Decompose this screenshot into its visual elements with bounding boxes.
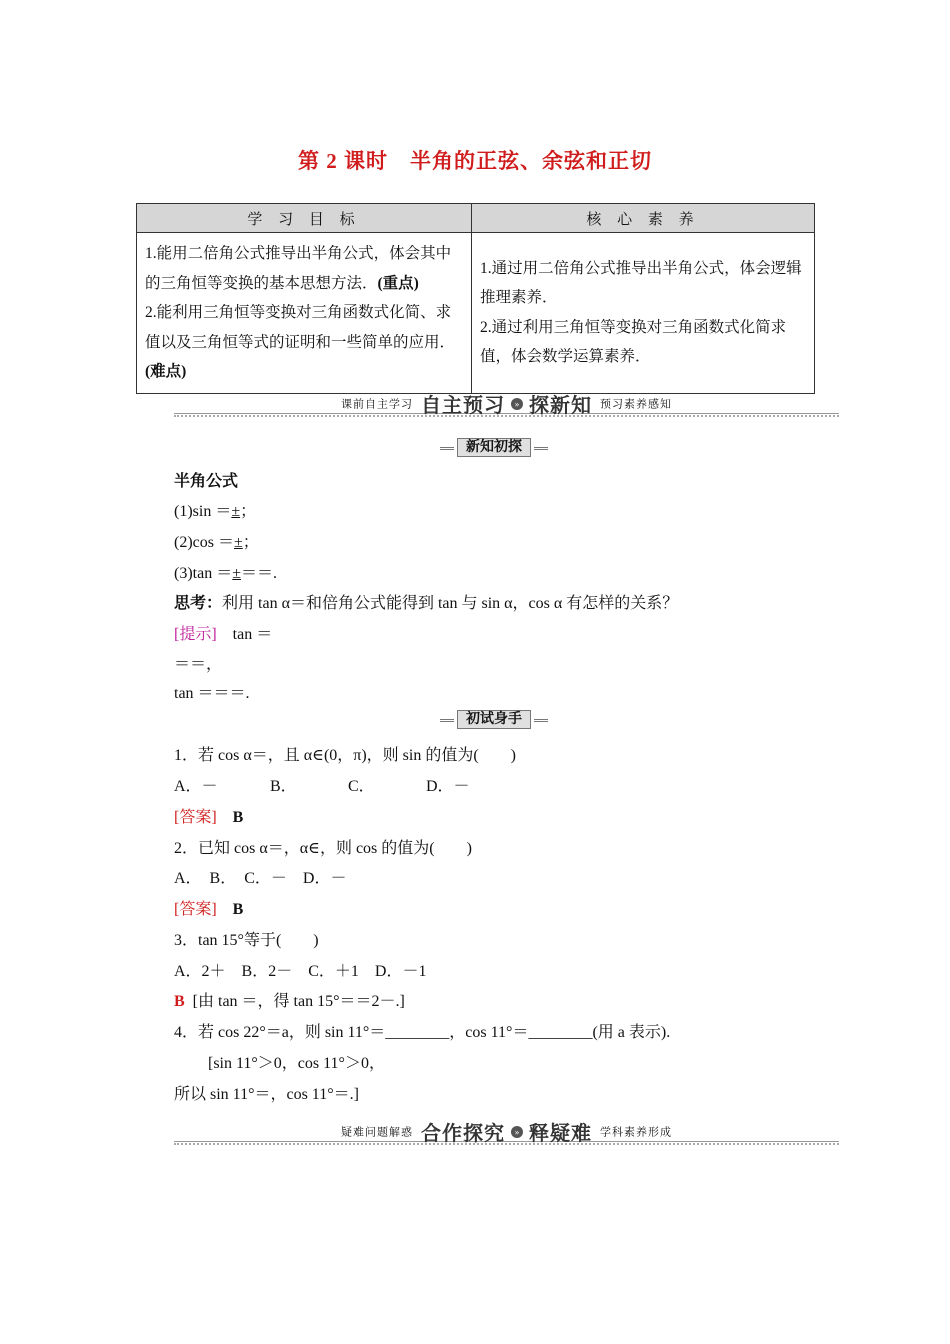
- section-first-try-label: 初试身手: [457, 710, 531, 729]
- banner-preview-right: 预习素养感知: [600, 397, 672, 411]
- goals-left-cell: [137, 233, 472, 394]
- page-title: 第 2 课时 半角的正弦、余弦和正切: [298, 149, 652, 173]
- question-1: 1．若 cos α＝，且 α∈(0，π)，则 sin 的值为( ): [174, 747, 517, 764]
- question-3-solution: B [由 tan ＝，得 tan 15°＝＝2－.]: [174, 993, 405, 1010]
- goals-header-left: 学 习 目 标: [137, 204, 472, 233]
- question-2: 2．已知 cos α＝，α∈，则 cos 的值为( ): [174, 840, 472, 857]
- hint-line-2: ＝＝，: [174, 656, 223, 673]
- banner-cooperate-main2: 释疑难: [529, 1121, 592, 1145]
- goal-1-text: 1.能用二倍角公式推导出半角公式，体会其中的三角恒等变换的基本思想方法．: [145, 245, 452, 292]
- question-1-answer: [答案] B: [174, 809, 244, 826]
- literacy-2-text: 2.通过利用三角恒等变换对三角函数式化简求值，体会数学运算素养．: [480, 318, 787, 366]
- hint-line-1: [提示] tan ＝: [174, 626, 273, 643]
- goals-table: [136, 203, 815, 394]
- goals-right-cell: [472, 233, 815, 394]
- banner-cooperate: [174, 1121, 839, 1145]
- hint-line-3: tan ＝＝＝.: [174, 685, 250, 702]
- question-2-answer: [答案] B: [174, 901, 244, 918]
- section-new-knowledge: [440, 438, 548, 458]
- banner-preview-main1: 自主预习: [421, 393, 505, 417]
- goal-2-text: 2.能利用三角恒等变换对三角函数式化简、求值以及三角恒等式的证明和一些简单的应用．: [145, 304, 456, 351]
- goal-1-tag: (重点): [377, 274, 419, 292]
- banner-preview-main2: 探新知: [529, 393, 592, 417]
- banner-cooperate-right: 学科素养形成: [600, 1125, 672, 1139]
- formula-heading: 半角公式: [174, 473, 239, 490]
- banner-cooperate-left: 疑难问题解惑: [341, 1125, 413, 1139]
- banner-preview-left: 课前自主学习: [341, 397, 413, 411]
- question-4-solution-1: [sin 11°＞0，cos 11°＞0，: [208, 1055, 385, 1072]
- question-3-options: A．2＋ B．2－ C．＋1 D．－1: [174, 963, 427, 980]
- banner-preview: [174, 393, 839, 417]
- question-2-options: A． B． C．－ D．－: [174, 870, 347, 887]
- arrow-icon: »: [511, 398, 523, 410]
- formula-sin: (1)sin ＝±；: [174, 503, 257, 520]
- section-first-try: [440, 710, 548, 730]
- section-new-knowledge-label: 新知初探: [457, 438, 531, 457]
- goal-2-tag: (难点): [145, 363, 187, 380]
- goals-header-right: 核 心 素 养: [472, 204, 815, 233]
- banner-cooperate-main1: 合作探究: [421, 1121, 505, 1145]
- question-3: 3．tan 15°等于( ): [174, 932, 319, 949]
- literacy-1-text: 1.通过用二倍角公式推导出半角公式，体会逻辑推理素养．: [480, 259, 802, 307]
- question-1-options: A．－ B． C． D．－: [174, 778, 470, 795]
- arrow-icon: »: [511, 1126, 523, 1138]
- formula-cos: (2)cos ＝±；: [174, 534, 259, 551]
- question-4-solution-2: 所以 sin 11°＝，cos 11°＝.]: [174, 1086, 359, 1103]
- question-4: 4．若 cos 22°＝a，则 sin 11°＝________，cos 11°＝________(用 a 表示).: [174, 1024, 671, 1041]
- think-question: 思考：利用 tan α＝和倍角公式能得到 tan 与 sin α，cos α 有怎样的关系？: [174, 595, 679, 612]
- formula-tan: (3)tan ＝±＝＝.: [174, 565, 278, 582]
- hint-label: [提示]: [174, 626, 217, 643]
